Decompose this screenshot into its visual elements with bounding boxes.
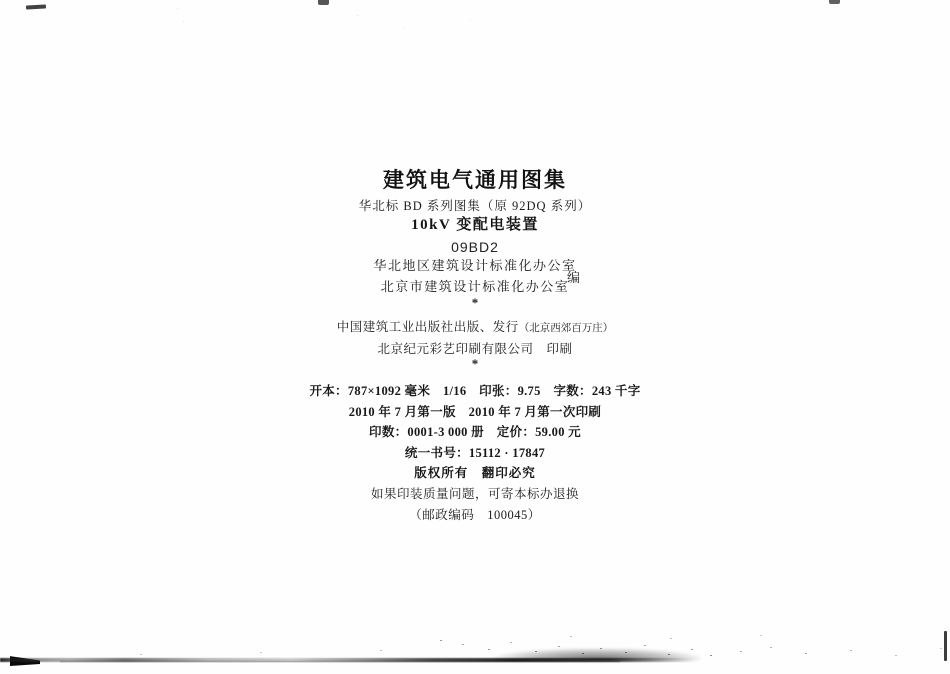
postal-code-line: （邮政编码 100045） <box>409 508 541 522</box>
edition-line: 2010 年 7 月第一版 2010 年 7 月第一次印刷 <box>348 405 602 419</box>
scan-artifact-top-right-mark <box>829 0 840 4</box>
book-title: 建筑电气通用图集 <box>383 168 567 192</box>
scan-artifact-bottom-smudge <box>495 648 700 661</box>
printer-line: 北京纪元彩艺印刷有限公司 印刷 <box>377 342 573 356</box>
publisher-line <box>0 320 950 335</box>
series-name: 华北标 BD 系列图集（原 92DQ 系列） <box>358 199 592 213</box>
scan-artifact-dust-specks <box>177 8 178 9</box>
scan-artifact-top-left-mark <box>26 4 46 9</box>
format-line: 开本：787×1092 毫米 1/16 印张：9.75 字数：243 千字 <box>309 384 641 398</box>
separator-star-1: * <box>471 295 479 310</box>
volume-subtitle: 10kV 变配电装置 <box>411 217 539 233</box>
separator-star-2: * <box>471 356 479 371</box>
publisher-name: 中国建筑工业出版社出版、发行 <box>336 320 519 334</box>
scan-artifact-bottom-wedge <box>10 655 40 666</box>
atlas-code: 09BD2 <box>451 239 499 255</box>
scan-artifact-right-edge-tick <box>944 631 947 661</box>
editor-org-1: 华北地区建筑设计标准化办公室 <box>373 258 577 273</box>
editor-org-2: 北京市建筑设计标准化办公室 <box>380 279 570 294</box>
print-run-line: 印数：0001-3 000 册 定价：59.00 元 <box>369 425 581 439</box>
quality-notice: 如果印装质量问题，可寄本标办退换 <box>370 487 579 501</box>
copyright-notice: 版权所有 翻印必究 <box>414 466 536 480</box>
scan-artifact-top-mid-mark <box>318 0 329 5</box>
editor-role-label: 编 <box>567 270 581 285</box>
book-number-line: 统一书号：15112 · 17847 <box>404 446 546 460</box>
scan-artifact-bottom-specks <box>440 640 442 641</box>
scan-artifact-bottom-streak <box>0 658 695 662</box>
publisher-address-note: （北京西郊百万庄） <box>518 323 614 334</box>
scan-artifact-bottom-streak-2 <box>60 661 620 662</box>
